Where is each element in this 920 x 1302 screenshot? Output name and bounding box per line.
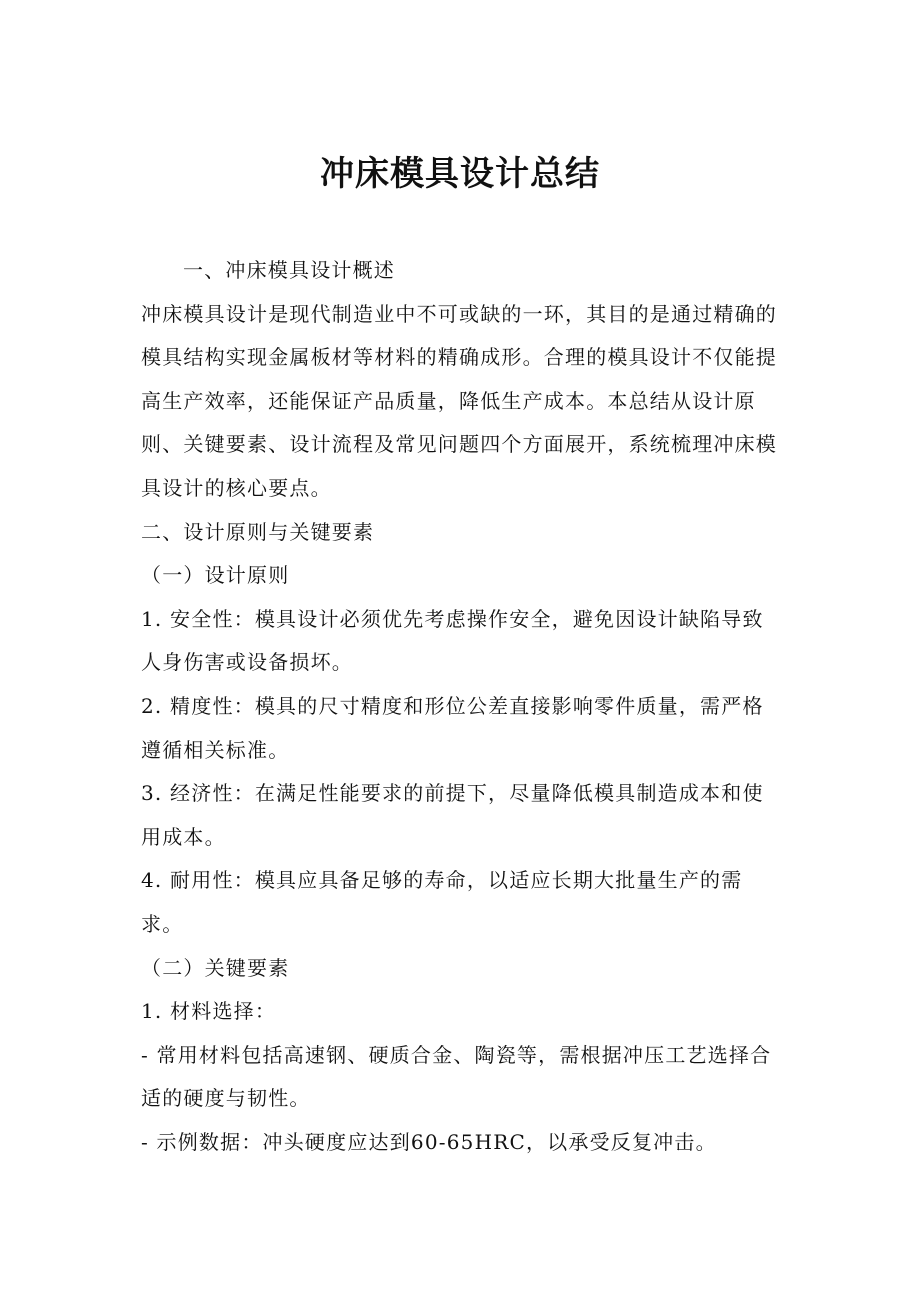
section-heading-overview: 一、冲床模具设计概述 <box>183 258 395 282</box>
material-bullet-example: - 示例数据：冲头硬度应达到60-65HRC，以承受反复冲击。 <box>141 1129 717 1154</box>
document-body <box>141 249 783 1164</box>
section-heading-principles: 二、设计原则与关键要素 <box>141 519 375 544</box>
principle-item-precision: 2. 精度性：模具的尺寸精度和形位公差直接影响零件质量，需严格遵循相关标准。 <box>141 693 764 762</box>
principle-item-durability: 4. 耐用性：模具应具备足够的寿命，以适应长期大批量生产的需求。 <box>141 868 743 936</box>
key-element-material-selection: 1. 材料选择： <box>141 999 277 1024</box>
principle-item-safety: 1. 安全性：模具设计必须优先考虑操作安全，避免因设计缺陷导致人身伤害或设备损坏。 <box>141 606 764 675</box>
subsection-heading-principles: （一）设计原则 <box>141 563 290 588</box>
document-title: 冲床模具设计总结 <box>320 154 600 194</box>
principle-item-economy: 3. 经济性：在满足性能要求的前提下，尽量降低模具制造成本和使用成本。 <box>141 781 764 849</box>
subsection-heading-key-elements: （二）关键要素 <box>141 955 290 980</box>
material-bullet-common: - 常用材料包括高速钢、硬质合金、陶瓷等，需根据冲压工艺选择合适的硬度与韧性。 <box>141 1042 772 1111</box>
overview-paragraph: 冲床模具设计是现代制造业中不可或缺的一环，其目的是通过精确的模具结构实现金属板材等材料的精确成形。合理的模具设计不仅能提高生产效率，还能保证产品质量，降低生产成本。本总结从设计原则、关键要素、设计流程及常见问题四个方面展开，系统梳理冲床模具设计的核心要点。 <box>141 301 777 500</box>
